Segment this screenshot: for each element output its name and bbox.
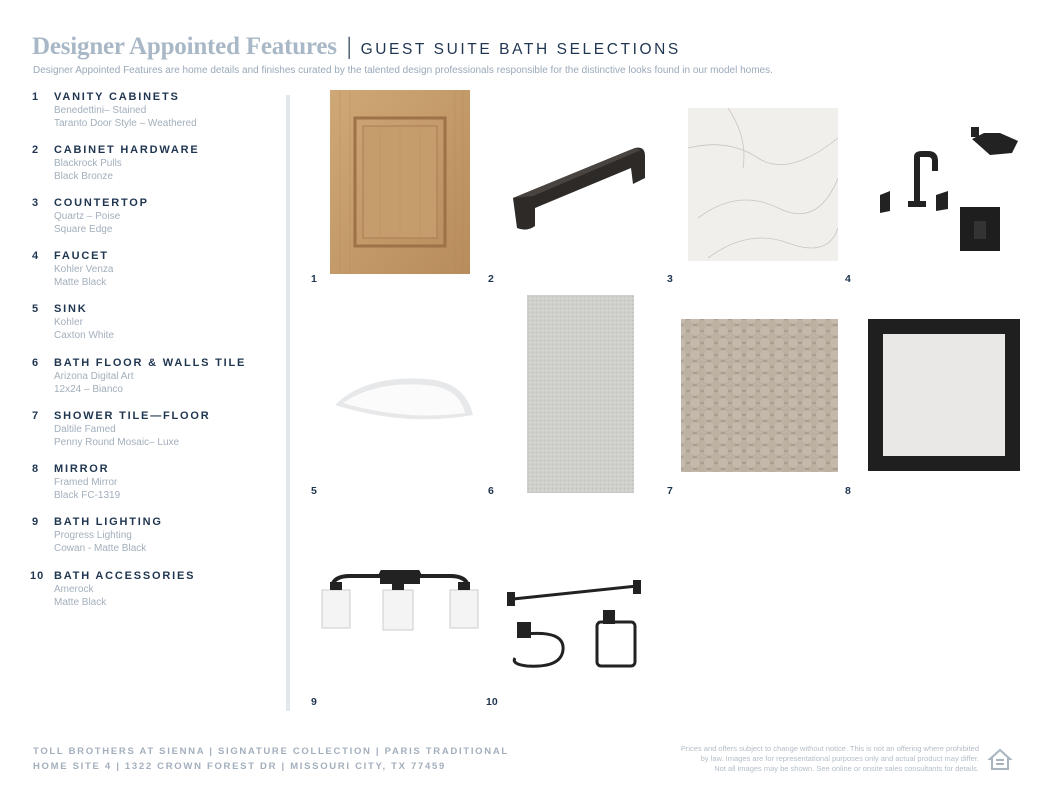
image-label: 2 xyxy=(488,273,494,285)
item-detail: Benedettini– Stained xyxy=(54,105,147,116)
item-detail: Progress Lighting xyxy=(54,530,132,541)
floor-wall-tile-swatch-image xyxy=(527,295,634,493)
image-label: 10 xyxy=(486,696,498,708)
penny-round-mosaic-image xyxy=(681,319,838,472)
footer-disclaimer xyxy=(681,744,979,774)
item-detail: Matte Black xyxy=(54,597,107,608)
item-detail: Quartz – Poise xyxy=(54,211,121,222)
item-title: BATH FLOOR & WALLS TILE xyxy=(54,357,247,369)
image-label: 3 xyxy=(667,273,673,285)
item-title: FAUCET xyxy=(54,250,109,262)
cabinet-door-swatch-image xyxy=(330,90,470,274)
page-subtitle: GUEST SUITE BATH SELECTIONS xyxy=(360,41,681,58)
item-number: 8 xyxy=(32,463,40,475)
item-detail: Framed Mirror xyxy=(54,477,118,488)
item-detail: Penny Round Mosaic– Luxe xyxy=(54,437,180,448)
item-number: 6 xyxy=(32,357,40,369)
item-detail: Matte Black xyxy=(54,277,107,288)
item-title: CABINET HARDWARE xyxy=(54,144,200,156)
faucet-set-image xyxy=(872,117,1022,257)
image-label: 1 xyxy=(311,273,317,285)
page-header xyxy=(32,33,681,61)
item-detail: Amerock xyxy=(54,584,94,595)
item-detail: Kohler Venza xyxy=(54,264,114,275)
item-number: 7 xyxy=(32,410,40,422)
page-title: Designer Appointed Features xyxy=(32,33,337,60)
framed-mirror-image xyxy=(868,319,1020,471)
item-title: SHOWER TILE—FLOOR xyxy=(54,410,211,422)
bath-accessories-image xyxy=(505,578,645,672)
item-title: SINK xyxy=(54,303,88,315)
item-detail: Caxton White xyxy=(54,330,115,341)
item-title: BATH ACCESSORIES xyxy=(54,570,196,582)
item-number: 2 xyxy=(32,144,40,156)
item-detail: Kohler xyxy=(54,317,83,328)
footer-line-1: TOLL BROTHERS AT SIENNA | SIGNATURE COLLECTION | PARIS TRADITIONAL xyxy=(33,746,509,757)
item-detail: Arizona Digital Art xyxy=(54,371,134,382)
footer-line-2: HOME SITE 4 | 1322 CROWN FOREST DR | MISSOURI CITY, TX 77459 xyxy=(33,761,446,772)
image-label: 8 xyxy=(845,485,851,497)
footer-community-info xyxy=(33,744,509,774)
disclaimer-line-2: by law. Images are for representational purposes only and actual product may differ. xyxy=(700,754,979,763)
image-label: 7 xyxy=(667,485,673,497)
item-detail: Daltile Famed xyxy=(54,424,116,435)
item-number: 4 xyxy=(32,250,40,262)
item-number: 5 xyxy=(32,303,40,315)
image-label: 4 xyxy=(845,273,851,285)
title-separator: | xyxy=(346,34,352,60)
item-number: 1 xyxy=(32,91,40,103)
item-title: BATH LIGHTING xyxy=(54,516,163,528)
item-detail: Square Edge xyxy=(54,224,113,235)
item-detail: Cowan - Matte Black xyxy=(54,543,147,554)
disclaimer-line-3: Not all images may be shown. See online or onsite sales consultants for details. xyxy=(714,764,979,773)
cabinet-pull-image xyxy=(505,140,650,235)
image-label: 6 xyxy=(488,485,494,497)
item-detail: 12x24 – Bianco xyxy=(54,384,123,395)
item-detail: Black FC-1319 xyxy=(54,490,121,501)
item-title: VANITY CABINETS xyxy=(54,91,180,103)
item-detail: Taranto Door Style – Weathered xyxy=(54,118,197,129)
equal-housing-opportunity-icon xyxy=(987,747,1013,773)
item-number: 10 xyxy=(30,570,45,582)
item-title: COUNTERTOP xyxy=(54,197,149,209)
item-detail: Black Bronze xyxy=(54,171,113,182)
column-divider xyxy=(286,95,290,711)
item-number: 9 xyxy=(32,516,40,528)
item-title: MIRROR xyxy=(54,463,110,475)
quartz-countertop-swatch-image xyxy=(688,108,838,261)
item-detail: Blackrock Pulls xyxy=(54,158,122,169)
image-label: 9 xyxy=(311,696,317,708)
intro-text: Designer Appointed Features are home details and finishes curated by the talented design professionals responsible for the distinctive looks found in our model homes. xyxy=(33,65,773,76)
item-number: 3 xyxy=(32,197,40,209)
vanity-light-fixture-image xyxy=(320,570,480,632)
disclaimer-line-1: Prices and offers subject to change without notice. This is not an offering where prohibited xyxy=(680,744,979,753)
image-label: 5 xyxy=(311,485,317,497)
undermount-sink-image xyxy=(325,375,475,425)
